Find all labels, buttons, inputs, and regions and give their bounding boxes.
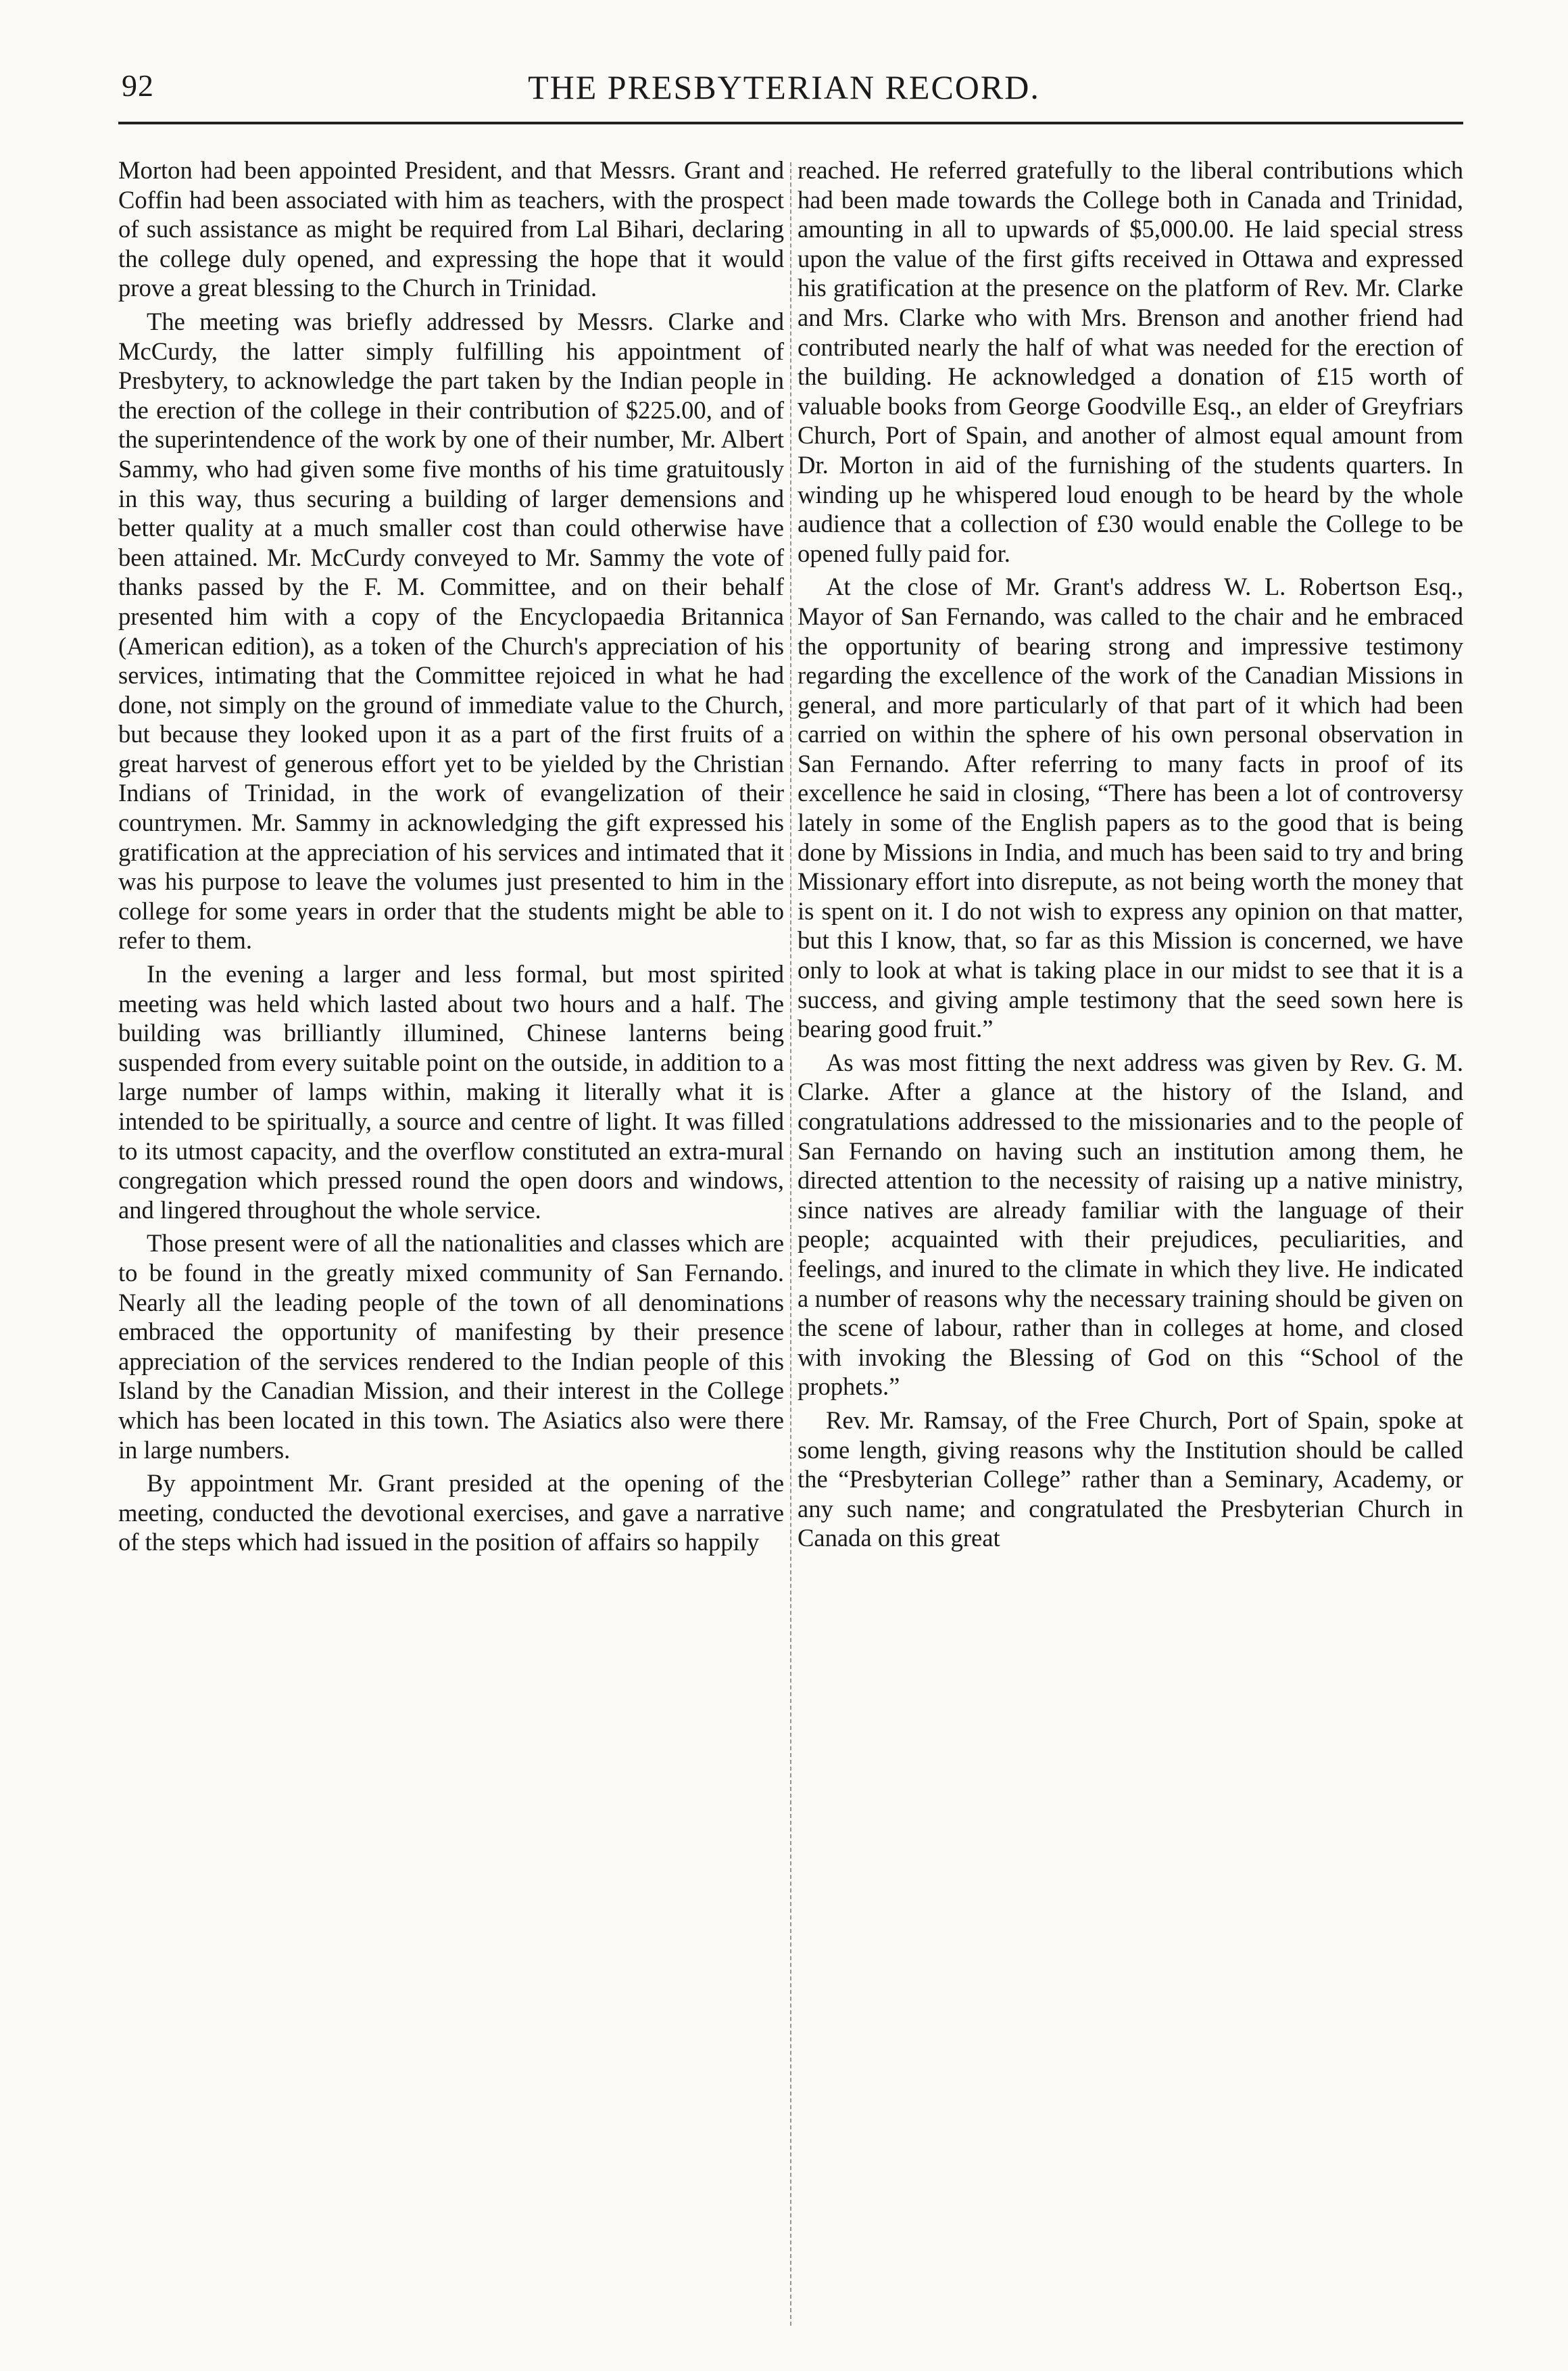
- article-columns: [118, 155, 1463, 2346]
- right-paragraph-1: reached. He referred gratefully to the liberal contributions which had been made towards the College both in Canada and Trinidad, amounting in all to upwards of $5,000.00. He laid special stress upon the value of the first gifts received in Ottawa and expressed his gratification at the presence on the platform of Rev. Mr. Clarke and Mrs. Clarke who with Mrs. Brenson and another friend had contributed nearly the half of what was needed for the erection of the building. He acknowledged a donation of £15 worth of valuable books from George Goodville Esq., an elder of Greyfriars Church, Port of Spain, and another of almost equal amount from Dr. Morton in aid of the furnishing of the students quarters. In winding up he whispered loud enough to be heard by the whole audience that a collection of £30 would enable the College to be opened fully paid for.: [798, 156, 1463, 567]
- page: [98, 34, 1470, 2346]
- right-paragraph-4: Rev. Mr. Ramsay, of the Free Church, Port of Spain, spoke at some length, giving reasons why the Institution should be called the “Presbyterian College” rather than a Seminary, Academy, or any such name; and congratulated the Presbyterian Church in Canada on this great: [798, 1406, 1463, 1552]
- right-paragraph-2: At the close of Mr. Grant's address W. L. Robertson Esq., Mayor of San Fernando, was called to the chair and he embraced the opportunity of bearing strong and impressive testimony regarding the excellence of the work of the Canadian Missions in general, and more particularly of that part of it which had been carried on within the sphere of his own personal observation in San Fernando. After referring to many facts in proof of its excellence he said in closing, “There has been a lot of controversy lately in some of the English papers as to the good that is being done by Missions in India, and much has been said to try and bring Missionary effort into disrepute, as not being worth the money that is spent on it. I do not wish to express any opinion on that matter, but this I know, that, so far as this Mission is concerned, we have only to look at what is taking place in our midst to see that it is a success, and giving ample testimony that the seed sown here is bearing good fruit.”: [798, 573, 1463, 1043]
- left-paragraph-4: Those present were of all the nationalities and classes which are to be found in the greatly mixed community of San Fernando. Nearly all the leading people of the town of all denominations embraced the opportunity of manifesting by their presence appreciation of the services rendered to the Indian people of this Island by the Canadian Mission, and their interest in the College which has been located in this town. The Asiatics also were there in large numbers.: [118, 1229, 784, 1464]
- left-paragraph-5: By appointment Mr. Grant presided at the opening of the meeting, conducted the devotional exercises, and gave a narrative of the steps which had issued in the position of affairs so happily: [118, 1469, 784, 1556]
- running-title: THE PRESBYTERIAN RECORD.: [528, 68, 1040, 106]
- left-paragraph-2: The meeting was briefly addressed by Messrs. Clarke and McCurdy, the latter simply fulfilling his appointment of Presbytery, to acknowledge the part taken by the Indian people in the erection of the college in their contribution of $225.00, and of the superintendence of the work by one of their number, Mr. Albert Sammy, who had given some five months of his time gratuitously in this way, thus securing a building of larger demensions and better quality at a much smaller cost than could otherwise have been attained. Mr. McCurdy conveyed to Mr. Sammy the vote of thanks passed by the F. M. Committee, and on their behalf presented him with a copy of the Encyclopaedia Britannica (American edition), as a token of the Church's appreciation of his services, intimating that the Committee rejoiced in what he had done, not simply on the ground of immediate value to the Church, but because they looked upon it as a part of the first fruits of a great harvest of generous effort yet to be yielded by the Christian Indians of Trinidad, in the work of evangelization of their countrymen. Mr. Sammy in acknowledging the gift expressed his gratification at the appreciation of his services and intimated that it was his purpose to leave the volumes just presented to him in the college for some years in order that the students might be able to refer to them.: [118, 307, 784, 955]
- page-header: [98, 34, 1470, 122]
- right-column: [798, 155, 1463, 2346]
- page-number: 92: [122, 68, 154, 103]
- column-divider: [790, 162, 791, 2326]
- left-column: [118, 155, 784, 2346]
- left-paragraph-1: Morton had been appointed President, and that Messrs. Grant and Coffin had been associated with him as teachers, with the prospect of such assistance as might be required from Lal Bihari, declaring the college duly opened, and expressing the hope that it would prove a great blessing to the Church in Trinidad.: [118, 156, 784, 302]
- right-paragraph-3: As was most fitting the next address was given by Rev. G. M. Clarke. After a glance at the history of the Island, and congratulations addressed to the missionaries and to the people of San Fernando on having such an institution among them, he directed attention to the necessity of raising up a native ministry, since natives are already familiar with the language of their people; acquainted with their prejudices, peculiarities, and feelings, and inured to the climate in which they live. He indicated a number of reasons why the necessary training should be given on the scene of labour, rather than in colleges at home, and closed with invoking the Blessing of God on this “School of the prophets.”: [798, 1048, 1463, 1401]
- header-rule: [118, 122, 1463, 124]
- left-paragraph-3: In the evening a larger and less formal, but most spirited meeting was held which lasted about two hours and a half. The building was brilliantly illumined, Chinese lanterns being suspended from every suitable point on the outside, in addition to a large number of lamps within, making it literally what it is intended to be spiritually, a source and centre of light. It was filled to its utmost capacity, and the overflow constituted an extra-mural congregation which pressed round the open doors and windows, and lingered throughout the whole service.: [118, 960, 784, 1224]
